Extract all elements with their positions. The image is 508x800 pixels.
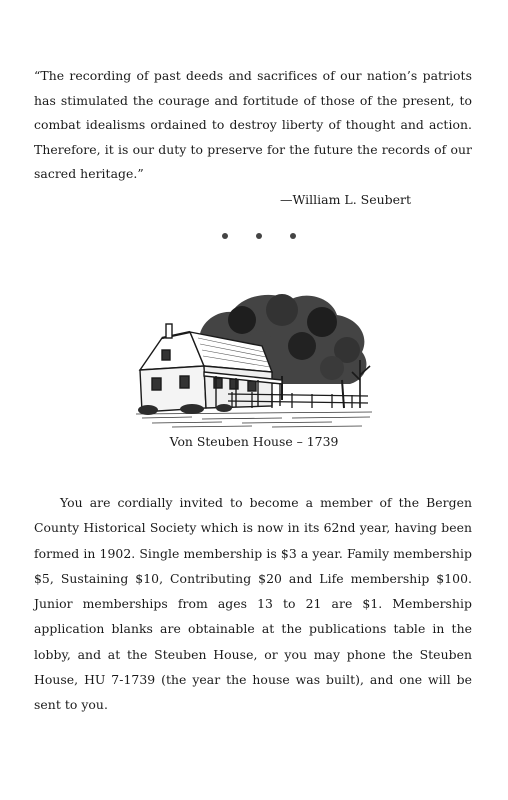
separator-dot (290, 233, 296, 239)
quote-paragraph: “The recording of past deeds and sacrifices of our nation’s patriots has stimulated the courage and fortitude of those of the present, to combat idealisms ordained to destroy liberty of thought and action. Therefore, it is our duty to preserve for the future the records of our sacred heritage.” (34, 68, 472, 181)
quote-attribution: —William L. Seubert (280, 192, 412, 207)
house-illustration (132, 280, 377, 432)
separator-dot (222, 233, 228, 239)
illustration-caption: Von Steuben House – 1739 (169, 434, 339, 449)
invitation-paragraph: You are cordially invited to become a member of the Bergen County Historical Society which is now in its 62nd year, having been formed in 1902. Single membership is $3 a year. Family membership $5, Sustaining $10, Contributing $20 and Life membership $100. Junior memberships from ages 13 to 21 are $1. Membership application blanks are obtainable at the publications table in the lobby, and at the Steuben House, or you may phone the Steuben House, HU 7-1739 (the year the house was built), and one will be sent to you. (34, 495, 472, 713)
section-separator (222, 233, 296, 239)
separator-dot (256, 233, 262, 239)
ground (136, 412, 372, 427)
